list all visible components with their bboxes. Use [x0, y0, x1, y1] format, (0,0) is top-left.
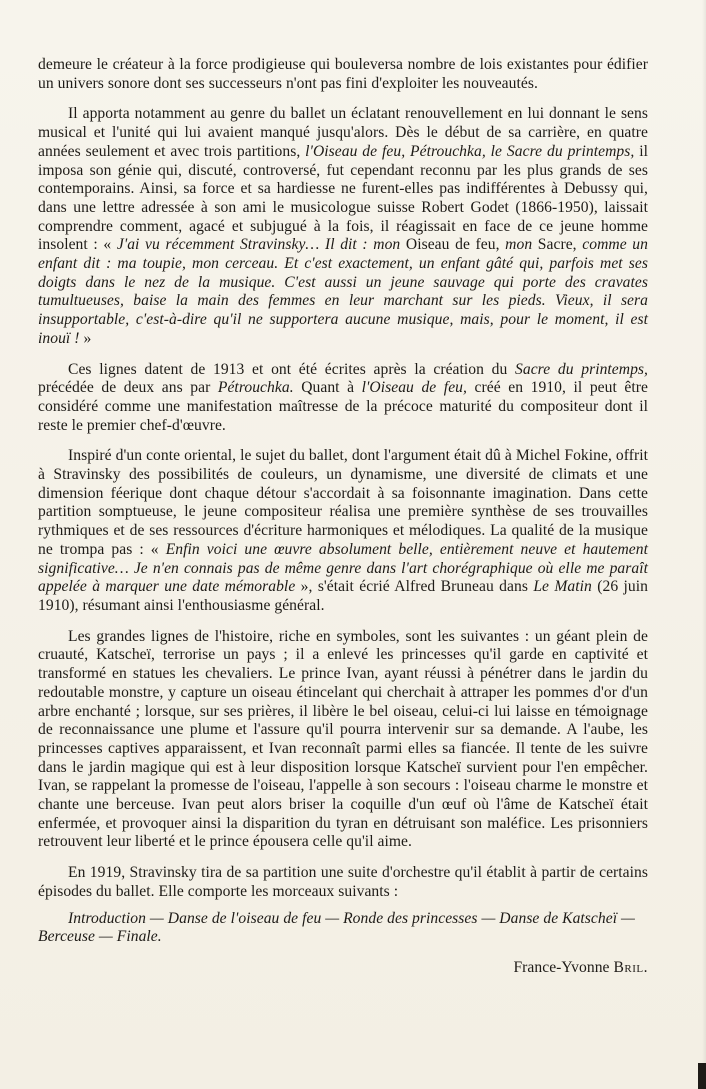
p4-text-a: Inspiré d'un conte oriental, le sujet du ballet, dont l'argument était dû à Michel Fokine, offrit à Stravinsky des possibilités de couleurs, un dynamisme, une diversité de climats et une dimension féerique dont chaque détour s'accordait à sa foisonnante imagination. Dans cette partition somptueuse, le jeune compositeur réalisa une première synthèse de ses trouvailles rythmiques et de ses ressources d'écriture harmoniques et mélodiques. La qualité de la musique ne trompa pas : « — [38, 447, 648, 558]
paragraph-5-text: Les grandes lignes de l'histoire, riche en symboles, sont les suivantes : un géant plein de cruauté, Katscheï, terrorise un pays ; il a enlevé les princesses qu'il garde en captivité et transformé en statues les chevaliers. Le prince Ivan, ayant réussi à pénétrer dans le jardin du redoutable monstre, y capture un oiseau étincelant qui cherchait à attraper les pommes d'or d'un arbre enchanté ; lorsque, sur ses prières, il libère le bel oiseau, celui-ci lui laisse en témoignage de reconnaissance une plume et l'assure qu'il pourra intervenir sur sa demande. A l'aube, les princesses captives apparaissent, et Ivan reconnaît parmi elles sa fiancée. Il tente de les suivre dans le jardin magique qui est à leur disposition lorsque Katscheï survient pour l'en empêcher. Ivan, se rappelant la promesse de l'oiseau, l'appelle à son secours : l'oiseau charme le monstre et chante une berceuse. Ivan peut alors briser la coquille d'un œuf où l'âme de Katscheï était enfermée, et provoquer ainsi la disparition du tyran en détruisant son maléfice. Les prisonniers retrouvent leur liberté et le prince épousera celle qu'il aime. — [38, 627, 648, 851]
paragraph-3 — [38, 361, 648, 436]
author-last-name: Bril. — [613, 958, 648, 976]
paragraph-2 — [38, 105, 648, 348]
p3-petrouchka-title: Pétrouchka. — [217, 379, 294, 397]
p3-oiseau-title: l'Oiseau de feu, — [361, 379, 467, 397]
page-edge-shadow — [702, 0, 706, 1089]
p2-works-list: l'Oiseau de feu, Pétrouchka, le Sacre du printemps, — [305, 142, 635, 160]
p2-oiseau: Oiseau de feu, — [400, 236, 506, 254]
paragraph-6-text: En 1919, Stravinsky tira de sa partition une suite d'orchestre qu'il établit à partir de certains épisodes du ballet. Elle comporte les morceaux suivants : — [38, 864, 648, 900]
suite-movements — [38, 910, 648, 947]
p3-sacre-title: Sacre du printemps, — [515, 360, 648, 378]
p2-sacre: Sacre, — [532, 236, 583, 254]
p4-bruneau-quote: Enfin voici une œuvre absolument belle, entièrement neuve et hautement significative… Je n'en connais pas de même genre dans l'art chorégraphique où elle me paraît appelée à marquer une date mémorable — [38, 540, 648, 596]
page-corner-mark — [698, 1063, 706, 1089]
p2-text-c: il imposa son génie qui, discuté, controversé, fut cependant reconnu par les plus grands de ses contemporains. Ainsi, sa force et sa hardiesse ne furent-elles pas indifférentes à Debussy qui, dans une lettre adressée à son ami le musicologue suisse Robert Godet (1866-1950), laissait comprendre comment, agacé et subjugué à la fois, il réagissait en face de ce jeune homme insolent : « — [38, 142, 648, 254]
paragraph-1-text: demeure le créateur à la force prodigieuse qui bouleversa nombre de lois existantes pour édifier un univers sonore dont ses successeurs n'ont pas fini d'exploiter les nouveautés. — [38, 56, 648, 92]
author-signature — [38, 959, 648, 978]
paragraph-4 — [38, 447, 648, 615]
p3-text-c: précédée de deux ans par — [38, 379, 218, 397]
p3-text-e: Quant à — [293, 379, 362, 397]
paragraph-1 — [38, 56, 648, 93]
p3-text-a: Ces lignes datent de 1913 et ont été écrites après la création du — [68, 360, 516, 378]
p3-text-g: créé en 1910, il peut être considéré comme une manifestation maîtresse de la précoce maturité du compositeur dont il reste le premier chef-d'œuvre. — [38, 379, 648, 434]
paragraph-5 — [38, 628, 648, 852]
p2-quote-rest: comme un enfant dit : ma toupie, mon cerceau. Et c'est exactement, un enfant gâté qui, parfois met ses doigts dans le nez de la musique. C'est aussi un jeune sauvage qui porte des cravates tumultueuses, baise la main des femmes en leur marchant sur les pieds. Vieux, il sera insupportable, c'est-à-dire qu'il ne supportera aucune musique, mais, pour le moment, il est inouï ! — [38, 236, 648, 347]
p2-quote-close: » — [79, 329, 92, 347]
p2-mon: mon — [505, 236, 533, 254]
p2-text-a: Il apporta notamment au genre du ballet un éclatant renouvellement en lui donnant le sens musical et l'unité qui lui avaient manqué jusqu'alors. Dès le début de sa carrière, en quatre années seulement et avec trois partitions, — [38, 105, 648, 160]
paragraph-6 — [38, 864, 648, 901]
author-first-name: France-Yvonne — [513, 958, 614, 976]
p4-le-matin: Le Matin — [533, 578, 592, 596]
p4-text-c: », s'était écrié Alfred Bruneau dans — [295, 578, 534, 596]
article-body — [38, 56, 648, 990]
suite-movements-text: Introduction — Danse de l'oiseau de feu — Ronde des princesses — Danse de Katscheï — Berceuse — Finale. — [38, 909, 635, 946]
p4-text-e: (26 juin 1910), résumant ainsi l'enthousiasme général. — [38, 578, 649, 614]
p2-quote-start: J'ai vu récemment Stravinsky… Il dit : mon — [116, 236, 401, 254]
